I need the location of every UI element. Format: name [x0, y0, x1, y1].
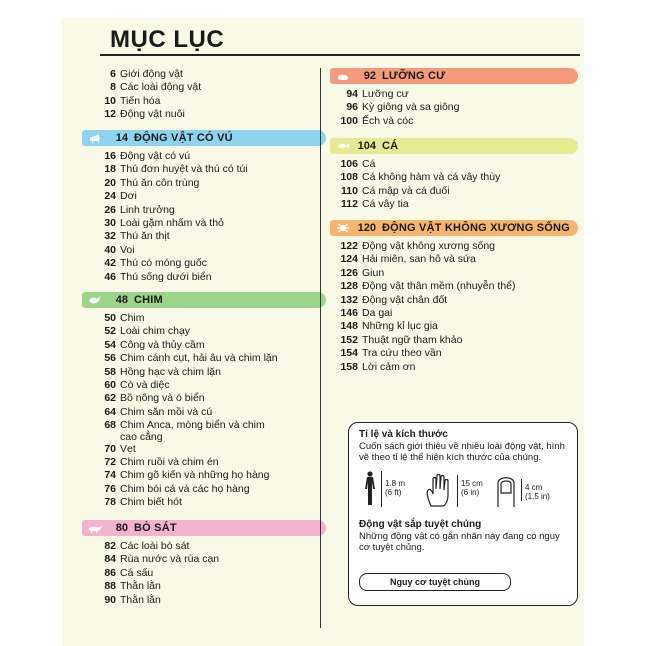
entry-label: Giới động vật — [120, 68, 183, 80]
toc-entry — [82, 325, 190, 337]
toc-entry — [82, 204, 175, 216]
entry-label: Cá vây tia — [362, 198, 409, 211]
entry-label: Động vật có vú — [120, 150, 191, 162]
measure-3: 4 cm (1.5 in) — [525, 483, 550, 501]
toc-entry — [324, 307, 392, 319]
toc-entry — [324, 294, 447, 306]
toc-entry — [82, 352, 278, 364]
page-number: 30 — [104, 217, 116, 229]
toc-entry — [82, 594, 161, 606]
entry-label: Lời cảm ơn — [362, 360, 416, 373]
toc-entry — [324, 115, 413, 127]
page-number: 68 — [104, 419, 116, 432]
page-number: 62 — [104, 392, 116, 405]
title-block — [110, 26, 224, 54]
page-number: 90 — [104, 593, 116, 606]
section-title: ĐỘNG VẬT KHÔNG XƯƠNG SỐNG — [382, 222, 570, 234]
entry-label: Động vật nuôi — [120, 108, 185, 121]
entry-label: Dơi — [120, 190, 137, 203]
toc-entry — [324, 88, 409, 100]
toc-entry — [324, 198, 409, 210]
toc-entry — [324, 334, 462, 346]
toc-entry — [82, 163, 248, 175]
page-number: 110 — [341, 184, 358, 197]
section-title: ĐỘNG VẬT CÓ VÚ — [134, 132, 233, 144]
toc-entry — [82, 68, 183, 80]
page-number: 112 — [341, 198, 358, 211]
toc-entry — [82, 392, 205, 404]
birds-silhouette-icon — [88, 293, 102, 307]
toc-entry — [82, 496, 182, 508]
section-page-number: 120 — [357, 222, 376, 234]
page-number: 132 — [340, 293, 358, 306]
page-number: 148 — [340, 320, 358, 333]
entry-label: Linh trưởng — [120, 203, 175, 216]
entry-label: Thú ăn côn trùng — [120, 176, 200, 189]
toc-entry — [82, 108, 185, 120]
section-header-amphibians — [330, 68, 578, 84]
toc-entry — [82, 366, 221, 378]
entry-label: Chim gõ kiến và những họ hàng — [120, 469, 270, 482]
toc-entry — [82, 230, 170, 242]
entry-label: Giun — [362, 266, 385, 279]
toc-entry — [82, 244, 135, 256]
section-page-number: 104 — [357, 140, 376, 152]
toc-entry — [324, 253, 476, 265]
measure-2: 15 cm (6 in) — [461, 479, 483, 497]
entry-label: Động vật chân đốt — [362, 293, 448, 306]
page-number: 42 — [104, 257, 116, 270]
section-header-reptiles — [82, 520, 326, 536]
extinction-text: Những động vật có gắn nhãn này đang có nguy cơ tuyệt chủng. — [359, 531, 560, 553]
entry-label: Cá không hàm và cá vây thùy — [362, 171, 501, 184]
section-header-mammals — [82, 130, 326, 146]
entry-label: Tra cứu theo vần — [362, 347, 442, 360]
toc-entry — [82, 567, 153, 579]
entry-label: Thằn lằn — [120, 580, 161, 593]
entry-label: Chim biết hót — [120, 496, 182, 509]
page-number: 26 — [104, 203, 116, 216]
toc-entry — [82, 271, 212, 283]
page-number: 154 — [340, 347, 358, 360]
entry-label: Bồ nông và ó biển — [120, 392, 205, 405]
toc-entry — [82, 406, 212, 418]
toc-entry — [82, 419, 280, 443]
entry-label: Lưỡng cư — [362, 88, 409, 100]
scale-title: Tỉ lệ và kích thước — [359, 429, 448, 440]
entry-label: Chim bói cá và các họ hàng — [120, 482, 250, 495]
entry-label: Chim săn mồi và cú — [120, 405, 213, 418]
legend-box — [348, 422, 578, 606]
page-number: 152 — [340, 333, 358, 346]
page-number: 46 — [104, 270, 116, 283]
toc-entry — [324, 171, 500, 183]
extinction-title: Động vật sắp tuyệt chủng — [359, 519, 482, 530]
page-number: 74 — [104, 469, 116, 482]
section-page-number: 14 — [115, 132, 128, 144]
page-number: 40 — [104, 243, 116, 256]
entry-label: Loài chim chạy — [120, 325, 191, 338]
entry-label: Ếch và cóc — [362, 114, 414, 127]
entry-label: Các loài động vật — [120, 81, 202, 94]
scale-bar-3 — [521, 479, 522, 501]
section-header-invertebrates — [330, 220, 578, 236]
entry-label: Chim — [120, 312, 145, 324]
section-header-birds — [82, 292, 326, 308]
hand-icon — [425, 473, 453, 507]
toc-entry — [82, 312, 145, 324]
section-title: CHIM — [134, 294, 163, 306]
toc-entry — [82, 379, 170, 391]
page-number: 108 — [340, 171, 358, 184]
toc-entry — [82, 540, 189, 552]
toc-entry — [82, 150, 190, 162]
entry-label: Rùa nước và rùa cạn — [120, 553, 220, 566]
entry-label: Chim ruồi và chim én — [120, 456, 219, 469]
measure-1: 1.8 m (6 ft) — [385, 479, 406, 497]
toc-entry — [324, 361, 415, 373]
page-number: 64 — [104, 405, 116, 418]
page-number: 54 — [104, 338, 116, 351]
toc-page — [62, 18, 584, 646]
entry-label: Vẹt — [120, 442, 136, 455]
toc-entry — [82, 257, 207, 269]
page-number: 84 — [104, 553, 116, 566]
entry-label: Kỳ giông và sa giông — [362, 101, 460, 114]
page-number: 50 — [104, 312, 116, 324]
toc-entry — [324, 347, 442, 359]
scale-bar-2 — [457, 475, 458, 507]
page-number: 6 — [110, 68, 116, 80]
entry-label: Thú đơn huyệt và thú có túi — [120, 163, 248, 176]
toc-entry — [82, 553, 219, 565]
section-title: CÁ — [382, 140, 399, 152]
entry-label: Chim cánh cụt, hải âu và chim lặn — [120, 352, 278, 365]
toc-entry — [82, 81, 201, 93]
invertebrates-silhouette-icon — [336, 221, 350, 235]
page-number: 86 — [104, 566, 116, 579]
entry-label: Thú có móng guốc — [120, 257, 207, 270]
toc-entry — [324, 185, 450, 197]
page-number: 122 — [340, 240, 358, 252]
section-page-number: 48 — [115, 294, 128, 306]
right-column — [324, 68, 584, 408]
title-rule — [100, 54, 580, 56]
fingertip-icon — [495, 473, 517, 507]
section-title: LƯỠNG CƯ — [382, 70, 446, 82]
page-number: 100 — [340, 114, 358, 127]
page-number: 56 — [104, 352, 116, 365]
entry-label: Các loài bò sát — [120, 540, 190, 552]
page-title: MỤC LỤC — [110, 26, 225, 53]
entry-label: Loài gặm nhấm và thỏ — [120, 217, 224, 229]
toc-entry — [82, 95, 160, 107]
scale-text: Cuốn sách giới thiệu về nhiều loài động vật, hình vẽ theo tỉ lệ thể hiện kích thước của chúng. — [359, 441, 565, 463]
page-number: 60 — [104, 379, 116, 391]
toc-entry — [324, 267, 384, 279]
entry-label: Cá mập và cá đuối — [362, 184, 450, 197]
entry-label: Voi — [120, 243, 135, 256]
page-number: 8 — [110, 81, 116, 94]
section-page-number: 92 — [363, 70, 376, 82]
page-number: 16 — [104, 150, 116, 162]
page-number: 88 — [104, 580, 116, 593]
section-header-fish — [330, 138, 578, 154]
page-number: 126 — [340, 266, 358, 279]
page-number: 94 — [346, 88, 358, 100]
entry-label: Thú sống dưới biển — [120, 270, 212, 283]
section-page-number: 80 — [115, 522, 128, 534]
toc-entry — [82, 483, 250, 495]
toc-entry — [82, 339, 205, 351]
page-number: 10 — [104, 94, 116, 107]
entry-label: Cá sấu — [120, 566, 154, 579]
scale-bar-1 — [381, 471, 382, 507]
entry-label: Cò và diệc — [120, 379, 170, 391]
toc-entry — [324, 320, 438, 332]
page-number: 158 — [340, 360, 358, 373]
page-number: 58 — [104, 365, 116, 378]
entry-label: Động vật không xương sống — [362, 240, 495, 252]
page-number: 70 — [104, 442, 116, 455]
entry-label: Hồng hạc và chim lặn — [120, 365, 221, 378]
toc-entry — [324, 280, 516, 292]
entry-label: Động vật thân mềm (nhuyễn thể) — [362, 280, 516, 293]
toc-entry — [82, 580, 161, 592]
entry-label: Thuật ngữ tham khảo — [362, 333, 463, 346]
page-number: 106 — [340, 158, 358, 170]
page-number: 12 — [104, 108, 116, 121]
toc-entry — [324, 158, 375, 170]
entry-label: Da gai — [362, 307, 393, 319]
left-column — [82, 68, 322, 628]
toc-entry — [82, 190, 137, 202]
amphibians-silhouette-icon — [336, 69, 350, 83]
mammals-silhouette-icon — [88, 131, 102, 145]
toc-entry — [82, 469, 269, 481]
entry-label: Hải miên, san hô và sứa — [362, 253, 476, 266]
page-number: 52 — [104, 325, 116, 338]
page-number: 20 — [104, 176, 116, 189]
toc-entry — [82, 443, 136, 455]
column-divider — [320, 68, 321, 628]
page-number: 24 — [104, 190, 116, 203]
human-silhouette-icon — [363, 471, 377, 507]
entry-label: Công và thủy cầm — [120, 338, 205, 351]
fish-silhouette-icon — [336, 139, 350, 153]
toc-entry — [82, 217, 224, 229]
page-number: 128 — [340, 280, 358, 293]
page-number: 82 — [104, 540, 116, 552]
reptiles-silhouette-icon — [88, 521, 102, 535]
page-number: 78 — [104, 496, 116, 509]
entry-label: Tiến hóa — [120, 94, 161, 107]
entry-label: Chim Anca, mòng biển và chim cao cẳng — [120, 419, 265, 444]
page-number: 32 — [104, 230, 116, 243]
section-title: BÒ SÁT — [134, 522, 177, 534]
entry-label: Những kỉ lục gia — [362, 320, 438, 333]
page-number: 18 — [104, 163, 116, 176]
entry-label: Thằn lằn — [120, 593, 161, 606]
entry-label: Cá — [362, 158, 376, 170]
toc-entry — [82, 177, 199, 189]
toc-entry — [82, 456, 219, 468]
toc-entry — [324, 101, 459, 113]
page-number: 72 — [104, 456, 116, 469]
endangered-badge: Nguy cơ tuyệt chủng — [359, 573, 511, 591]
page-number: 124 — [340, 253, 358, 266]
toc-entry — [324, 240, 495, 252]
page-number: 76 — [104, 482, 116, 495]
page-number: 96 — [346, 101, 358, 114]
entry-label: Thú ăn thịt — [120, 230, 170, 243]
page-number: 146 — [340, 307, 358, 319]
